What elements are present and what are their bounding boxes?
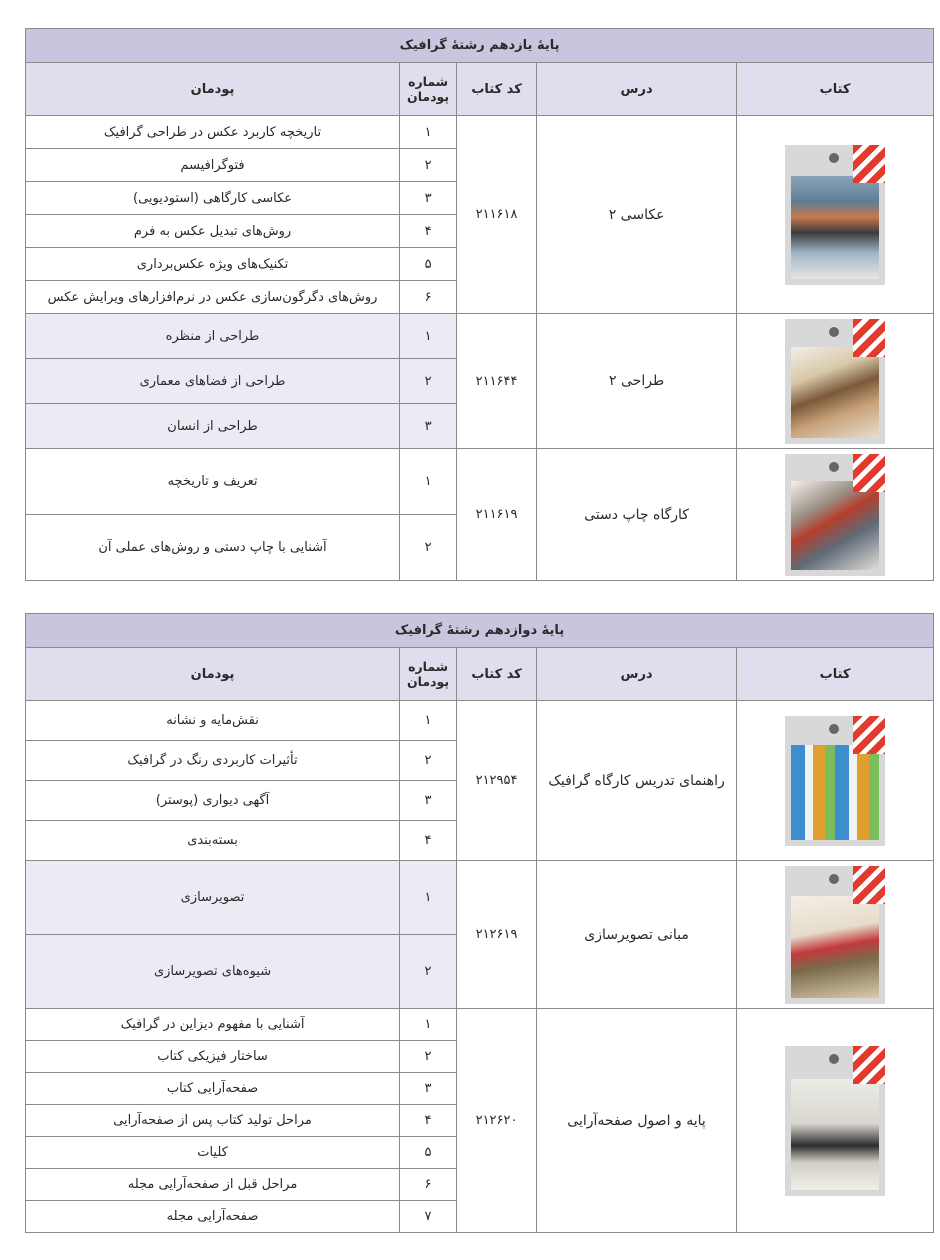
header-course: درس [537, 648, 737, 701]
course-name: طراحی ۲ [537, 314, 737, 449]
table-row [26, 449, 934, 515]
module-number: ۶ [400, 281, 457, 314]
module-title: کلیات [26, 1137, 400, 1169]
book-cover-cell [737, 861, 934, 1009]
module-title: عکاسی کارگاهی (استودیویی) [26, 182, 400, 215]
module-title: تعریف و تاریخچه [26, 449, 400, 515]
module-title: روش‌های تبدیل عکس به فرم [26, 215, 400, 248]
module-number: ۱ [400, 701, 457, 741]
module-number: ۱ [400, 449, 457, 515]
book-code: ۲۱۱۶۱۹ [457, 449, 537, 581]
module-title: طراحی از انسان [26, 404, 400, 449]
header-module: پودمان [26, 648, 400, 701]
module-number: ۲ [400, 935, 457, 1009]
module-number: ۲ [400, 1041, 457, 1073]
course-name: مبانی تصویرسازی [537, 861, 737, 1009]
header-module: پودمان [26, 63, 400, 116]
module-number: ۷ [400, 1201, 457, 1233]
table-row [26, 314, 934, 359]
module-number: ۱ [400, 116, 457, 149]
module-number: ۲ [400, 741, 457, 781]
table-row [26, 701, 934, 741]
book-code: ۲۱۱۶۱۸ [457, 116, 537, 314]
module-title: تاریخچه کاربرد عکس در طراحی گرافیک [26, 116, 400, 149]
header-module-number: شماره پودمان [400, 648, 457, 701]
header-book: کتاب [737, 63, 934, 116]
module-title: تأثیرات کاربردی رنگ در گرافیک [26, 741, 400, 781]
module-title: آشنایی با مفهوم دیزاین در گرافیک [26, 1009, 400, 1041]
header-code: کد کتاب [457, 63, 537, 116]
curriculum-table [25, 28, 934, 581]
course-name: کارگاه چاپ دستی [537, 449, 737, 581]
module-number: ۳ [400, 1073, 457, 1105]
header-book: کتاب [737, 648, 934, 701]
illustration-book-cover [785, 866, 885, 1004]
module-number: ۴ [400, 821, 457, 861]
drawing-book-cover [785, 319, 885, 444]
photography-book-cover [785, 145, 885, 285]
module-number: ۳ [400, 781, 457, 821]
module-title: تکنیک‌های ویژه عکس‌برداری [26, 248, 400, 281]
module-title: صفحه‌آرایی کتاب [26, 1073, 400, 1105]
module-title: نقش‌مایه و نشانه [26, 701, 400, 741]
module-title: صفحه‌آرایی مجله [26, 1201, 400, 1233]
curriculum-table [25, 613, 934, 1233]
table-title: پایهٔ دوازدهم رشتهٔ گرافیک [26, 614, 934, 648]
book-code: ۲۱۲۶۱۹ [457, 861, 537, 1009]
module-title: روش‌های دگرگون‌سازی عکس در نرم‌افزارهای ویرایش عکس [26, 281, 400, 314]
printing-book-cover [785, 454, 885, 576]
book-code: ۲۱۱۶۴۴ [457, 314, 537, 449]
table-row [26, 861, 934, 935]
module-number: ۱ [400, 1009, 457, 1041]
book-cover-cell [737, 116, 934, 314]
course-name: پایه و اصول صفحه‌آرایی [537, 1009, 737, 1233]
book-code: ۲۱۲۹۵۴ [457, 701, 537, 861]
module-title: آگهی دیواری (پوستر) [26, 781, 400, 821]
module-number: ۵ [400, 1137, 457, 1169]
module-title: طراحی از منظره [26, 314, 400, 359]
module-title: ساختار فیزیکی کتاب [26, 1041, 400, 1073]
module-number: ۴ [400, 215, 457, 248]
book-cover-cell [737, 1009, 934, 1233]
module-title: مراحل قبل از صفحه‌آرایی مجله [26, 1169, 400, 1201]
module-number: ۳ [400, 182, 457, 215]
teaching-guide-book-cover [785, 716, 885, 846]
table-title: پایهٔ یازدهم رشتهٔ گرافیک [26, 29, 934, 63]
module-title: طراحی از فضاهای معماری [26, 359, 400, 404]
header-module-number: شماره پودمان [400, 63, 457, 116]
module-number: ۲ [400, 149, 457, 182]
module-number: ۱ [400, 314, 457, 359]
module-title: مراحل تولید کتاب پس از صفحه‌آرایی [26, 1105, 400, 1137]
module-title: آشنایی با چاپ دستی و روش‌های عملی آن [26, 515, 400, 581]
module-title: فتوگرافیسم [26, 149, 400, 182]
course-name: عکاسی ۲ [537, 116, 737, 314]
module-number: ۵ [400, 248, 457, 281]
module-number: ۴ [400, 1105, 457, 1137]
module-title: بسته‌بندی [26, 821, 400, 861]
table-row [26, 116, 934, 149]
module-number: ۶ [400, 1169, 457, 1201]
module-number: ۲ [400, 515, 457, 581]
course-name: راهنمای تدریس کارگاه گرافیک [537, 701, 737, 861]
book-cover-cell [737, 449, 934, 581]
module-number: ۲ [400, 359, 457, 404]
book-cover-cell [737, 701, 934, 861]
module-title: تصویرسازی [26, 861, 400, 935]
header-course: درس [537, 63, 737, 116]
module-title: شیوه‌های تصویرسازی [26, 935, 400, 1009]
module-number: ۱ [400, 861, 457, 935]
table-row [26, 1009, 934, 1041]
book-cover-cell [737, 314, 934, 449]
header-code: کد کتاب [457, 648, 537, 701]
module-number: ۳ [400, 404, 457, 449]
book-code: ۲۱۲۶۲۰ [457, 1009, 537, 1233]
layout-book-cover [785, 1046, 885, 1196]
